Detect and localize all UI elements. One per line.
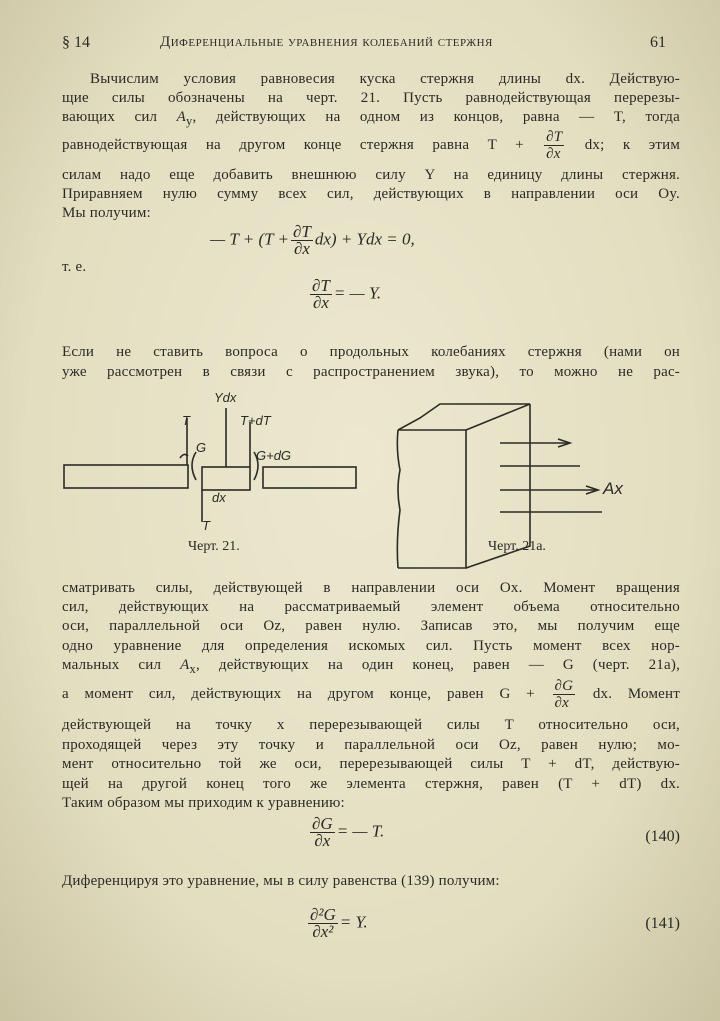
section-number: § 14 bbox=[62, 34, 90, 51]
fraction bbox=[553, 678, 576, 711]
numerator: ∂T bbox=[312, 276, 330, 295]
text-line: уже рассмотрен в связи с распространением звука), то можно не рас- bbox=[62, 364, 680, 380]
text-line: оси, параллельной оси Oz, равен нулю. Записав это, мы получим еще bbox=[62, 618, 680, 634]
text: равнодействующая на другом конце стержня равна T + bbox=[62, 137, 524, 153]
fraction bbox=[310, 816, 335, 849]
equation-number-140: (140) bbox=[645, 828, 680, 845]
eq-part: — T + (T + bbox=[210, 229, 290, 249]
right-rod-segment bbox=[263, 467, 356, 488]
label-g-dg: G+dG bbox=[256, 448, 292, 463]
text-line: силам надо еще добавить внешнюю силу Y на единицу длины стержня. bbox=[62, 167, 680, 183]
front-face bbox=[398, 430, 466, 568]
figure-21-caption: Черт. 21. bbox=[188, 539, 240, 554]
cut-edge bbox=[397, 430, 400, 568]
equation-141 bbox=[306, 907, 368, 940]
text-line: Вычислим условия равновесия куска стержня длины dx. Действую- bbox=[90, 71, 680, 87]
numerator: ∂G bbox=[312, 814, 333, 833]
top-face bbox=[398, 404, 530, 430]
eq-part: = — T. bbox=[336, 821, 385, 841]
eq-part: = — Y. bbox=[333, 283, 382, 303]
symbol: A bbox=[176, 109, 187, 125]
label-t-bottom: T bbox=[202, 518, 210, 533]
text: вающих сил bbox=[62, 109, 158, 125]
denominator: ∂x bbox=[554, 695, 569, 712]
text-line: одно уравнение для определения искомых сил. Пусть момент всех нор- bbox=[62, 638, 680, 654]
label-dx: dx bbox=[212, 490, 226, 505]
numerator: ∂G bbox=[554, 678, 574, 695]
eq-part: dx) + Ydx = 0, bbox=[314, 229, 415, 249]
eq-part: = Y. bbox=[339, 912, 368, 932]
text-line bbox=[62, 656, 680, 678]
text-line: Таким образом мы приходим к уравнению: bbox=[62, 795, 345, 811]
denominator: ∂x bbox=[293, 239, 310, 258]
text-line: щей на другой конец того же элемента стержня, равен (T + dT) dx. bbox=[62, 776, 680, 792]
rod-element-dx bbox=[202, 467, 250, 490]
equation-140 bbox=[308, 816, 384, 849]
text-line: Приравняем нулю сумму всех сил, действующих в направлении оси Oy. bbox=[62, 186, 680, 202]
chapter-title: Диференциальные уравнения колебаний стержня bbox=[160, 34, 493, 50]
denominator: ∂x bbox=[314, 831, 331, 850]
symbol: A bbox=[180, 657, 190, 673]
denominator: ∂x² bbox=[312, 922, 334, 941]
text-line: мент относительно той же оси, перерезывающей силы T + dT, действую- bbox=[62, 756, 680, 772]
figure-21a-caption: Черт. 21a. bbox=[488, 539, 546, 554]
denominator: ∂x bbox=[312, 293, 329, 312]
numerator: ∂²G bbox=[310, 905, 336, 924]
numerator: ∂T bbox=[293, 222, 311, 241]
text-line: сил, действующих на рассматриваемый элемент объема относительно bbox=[62, 599, 680, 615]
label-ydx: Ydx bbox=[214, 390, 237, 405]
moment-g-arc bbox=[192, 452, 196, 480]
label-g: G bbox=[196, 440, 207, 455]
text-line: Мы получим: bbox=[62, 205, 151, 221]
text: , действующих на один конец, равен — G (черт. 21a), bbox=[195, 657, 681, 673]
label-ax-text: Ax bbox=[603, 479, 623, 498]
text-line: проходящей через эту точку и параллельной оси Oz, равен нулю; мо- bbox=[62, 737, 680, 753]
numerator: ∂T bbox=[546, 129, 563, 146]
text-line bbox=[62, 677, 680, 711]
text-line: действующей на точку x перерезывающей силы T относительно оси, bbox=[62, 717, 680, 733]
left-rod-segment bbox=[64, 465, 188, 488]
fraction bbox=[308, 907, 338, 940]
figure-21-rod-element bbox=[64, 408, 356, 522]
equation-number-141: (141) bbox=[645, 915, 680, 932]
text-line: Диференцируя это уравнение, мы в силу равенства (139) получим: bbox=[62, 873, 500, 889]
denominator: ∂x bbox=[546, 146, 561, 163]
label-t: T bbox=[182, 413, 190, 428]
text-line: Если не ставить вопроса о продольных колебаниях стержня (нами он bbox=[62, 344, 680, 360]
subscript: y bbox=[186, 114, 193, 128]
text: мальных сил bbox=[62, 657, 162, 673]
subscript: x bbox=[189, 662, 196, 676]
text-line: щие силы обозначены на черт. 21. Пусть равнодействующая перерезы- bbox=[62, 90, 680, 106]
text: , действующих на одном из концов, равна — T, тогда bbox=[192, 109, 680, 125]
text: dx; к этим bbox=[584, 137, 681, 153]
label-ax bbox=[602, 479, 623, 498]
label-t-dt: T+dT bbox=[240, 413, 271, 428]
text: dx. Момент bbox=[592, 686, 680, 702]
text-line: т. е. bbox=[62, 259, 87, 275]
text: а момент сил, действующих на другом конце, равен G + bbox=[62, 686, 535, 702]
text-line: сматривать силы, действующей в направлении оси Ox. Момент вращения bbox=[62, 580, 680, 596]
page-number: 61 bbox=[650, 34, 666, 51]
